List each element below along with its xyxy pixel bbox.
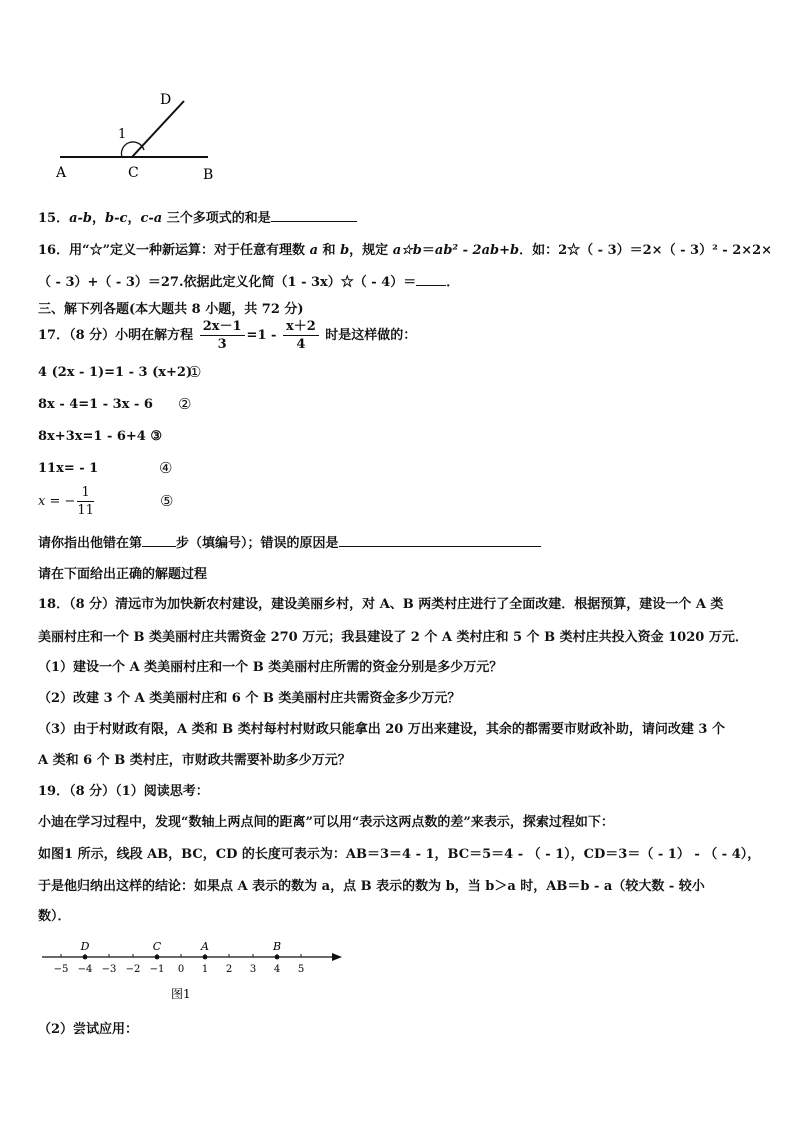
tick-label: −1 bbox=[149, 964, 165, 975]
answer-blank-15[interactable] bbox=[271, 221, 357, 222]
question-15: 15．a-b，b-c，c-a 三个多项式的和是 bbox=[38, 207, 357, 226]
step-3: 8x+3x=1 - 6+4 ③ bbox=[38, 429, 163, 444]
question-17-stem: 17．（8 分）小明在解方程 $\frac{2x-1}{3}$ =1 - $\frac{x+2}{4}$ 时是这样做的： bbox=[38, 319, 417, 352]
step-1-mark: ① bbox=[188, 363, 202, 381]
point-label-c: C bbox=[152, 940, 162, 953]
point-a bbox=[203, 955, 208, 960]
tick-label: 2 bbox=[225, 964, 233, 975]
label-b: B bbox=[203, 167, 214, 183]
angle-arc bbox=[121, 142, 144, 157]
tick-label: 5 bbox=[297, 964, 305, 975]
point-d bbox=[83, 955, 88, 960]
step-4-mark: ④ bbox=[159, 459, 173, 477]
fraction-1: $\frac{2x-1}{3}$ bbox=[200, 318, 245, 353]
step-2: 8x - 4=1 - 3x - 6 bbox=[38, 397, 153, 412]
label-a: A bbox=[56, 165, 67, 181]
question-17-ask: 请你指出他错在第 步（填编号）；错误的原因是 bbox=[38, 532, 541, 551]
tick-label: 1 bbox=[201, 964, 209, 975]
point-label-b: B bbox=[272, 940, 282, 953]
question-16-line-1: 16．用“☆”定义一种新运算：对于任意有理数 a 和 b，规定 a☆b＝ab² - 2ab+b．如：2☆（ - 3）＝2×（ - 3）² - 2×2× bbox=[38, 243, 773, 258]
angle-figure bbox=[50, 88, 230, 188]
point-label-d: D bbox=[80, 940, 90, 953]
question-18-sub-1: （1）建设一个 A 类美丽村庄和一个 B 类美丽村庄所需的资金分别是多少万元？ bbox=[38, 660, 503, 675]
label-angle-1: 1 bbox=[118, 127, 127, 142]
q15-number: 15． bbox=[38, 211, 70, 226]
tick-label: −2 bbox=[125, 964, 141, 975]
question-17-instruction: 请在下面给出正确的解题过程 bbox=[38, 567, 208, 582]
step-2-mark: ② bbox=[178, 395, 192, 413]
question-19-line-3: 如图1 所示，线段 AB，BC，CD 的长度可表示为：AB＝3＝4 - 1，BC＝5＝4 - （ - 1），CD＝3＝（ - 1） - （ - 4）， bbox=[38, 847, 761, 862]
tick-label: −4 bbox=[77, 964, 93, 975]
step-5: x = − $\frac{1}{11}$ bbox=[38, 485, 94, 518]
question-16-line-2: （ - 3）+（ - 3）＝27.依据此定义化简（1 - 3x）☆（ - 4）＝ ． bbox=[38, 275, 460, 290]
question-18-sub-2: （2）改建 3 个 A 类美丽村庄和 6 个 B 类美丽村庄共需资金多少万元？ bbox=[38, 691, 461, 706]
question-18-line-2: 美丽村庄和一个 B 类美丽村庄共需资金 270 万元；我县建设了 2 个 A 类村庄和 5 个 B 类村庄共投入资金 1020 万元． bbox=[38, 630, 748, 645]
question-19-line-1: 19．（8 分）（1）阅读思考： bbox=[38, 784, 209, 799]
tick-label: 0 bbox=[177, 964, 185, 975]
question-18-sub-3-line-1: （3）由于村财政有限，A 类和 B 类村每村村财政只能拿出 20 万出来建设，其余的都需要市财政补助，请问改建 3 个 bbox=[38, 722, 725, 737]
tick-label: −5 bbox=[53, 964, 69, 975]
figure-caption: 图1 bbox=[171, 987, 191, 1001]
answer-blank-16[interactable] bbox=[416, 285, 446, 286]
number-line-figure bbox=[38, 935, 344, 1005]
question-19-sub-2: （2）尝试应用： bbox=[38, 1022, 139, 1037]
point-b bbox=[275, 955, 280, 960]
fraction-2: $\frac{x+2}{4}$ bbox=[283, 318, 319, 353]
question-19-line-2: 小迪在学习过程中，发现“数轴上两点间的距离”可以用“表示这两点数的差”来表示，探索过程如下： bbox=[38, 815, 614, 830]
step-1: 4 (2x - 1)=1 - 3 (x+2) bbox=[38, 365, 193, 380]
number-line-arrow bbox=[332, 953, 342, 961]
label-d: D bbox=[160, 92, 172, 108]
answer-blank-17-reason[interactable] bbox=[339, 546, 541, 547]
question-18-sub-3-line-2: A 类和 6 个 B 类村庄，市财政共需要补助多少万元？ bbox=[38, 753, 351, 768]
answer-blank-17-step[interactable] bbox=[142, 546, 176, 547]
question-19-line-4: 于是他归纳出这样的结论：如果点 A 表示的数为 a，点 B 表示的数为 b，当 b＞a 时，AB＝b - a（较大数 - 较小 bbox=[38, 879, 705, 894]
label-c: C bbox=[128, 165, 139, 181]
point-c bbox=[155, 955, 160, 960]
step-4: 11x= - 1 bbox=[38, 461, 99, 476]
question-19-line-5: 数）． bbox=[38, 909, 71, 924]
ray-cd bbox=[132, 101, 184, 157]
section-3-title: 三、解下列各题(本大题共 8 小题，共 72 分) bbox=[38, 302, 304, 317]
step-5-mark: ⑤ bbox=[160, 492, 174, 510]
tick-label: −3 bbox=[101, 964, 117, 975]
point-label-a: A bbox=[201, 940, 209, 953]
question-18-line-1: 18．（8 分）清远市为加快新农村建设，建设美丽乡村，对 A、B 两类村庄进行了全面改建．根据预算，建设一个 A 类 bbox=[38, 597, 724, 612]
tick-label: 4 bbox=[273, 964, 281, 975]
tick-label: 3 bbox=[249, 964, 257, 975]
